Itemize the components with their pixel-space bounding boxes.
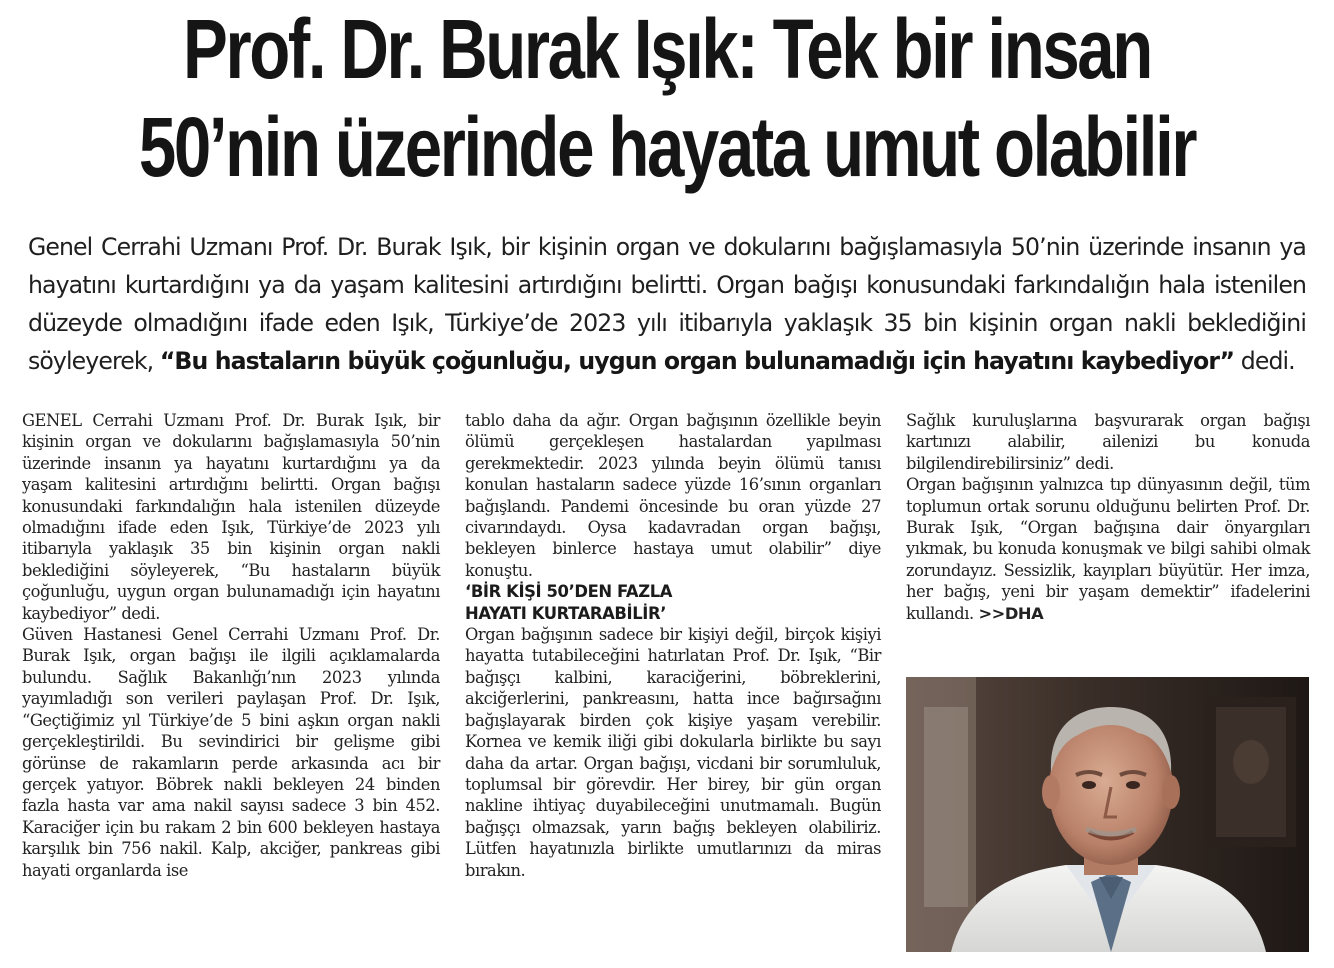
body-paragraph-2: Güven Hastanesi Genel Cerrahi Uzmanı Prof. Dr. Burak Işık, organ bağışı ile ilgili açıklamalarda bulundu. Sağlık Bakanlığı’nın 2023 yılında yayımladığı son verileri paylaşan Prof. Dr. Işık, “Geçtiğimiz yıl Türkiye’de 5 bini aşkın organ nakli gerçekleştirildi. Bu sevindirici bir gelişme gibi görünse de rakamların perde arkasında acı bir gerçek yatıyor. Böbrek nakli bekleyen 24 binden fazla hasta var ama nakil sayısı sadece 3 bin 452. Karaciğer için bu rakam 2 bin 600 bekleyen hastaya karşılık bin 756 nakil. Kalp, akciğer, pankreas gibi hayati organlarda ise [22, 625, 440, 880]
body-paragraph-5: Sağlık kuruluşlarına başvurarak organ bağışı kartınızı alabilir, ailenizi bu konuda bilgilendirebilirsiniz” dedi. [906, 411, 1310, 473]
headline-line-1: Prof. Dr. Burak Işık: Tek bir insan [183, 2, 1151, 96]
portrait-illustration [906, 677, 1309, 952]
subheading-line-1: ‘BİR KİŞİ 50’DEN FAZLA [465, 582, 673, 602]
body-paragraph-1: GENEL Cerrahi Uzmanı Prof. Dr. Burak Işık, bir kişinin organ ve dokularını bağışlamasıyla 50’nin üzerinde insanın ya hayatını kurtardığını ya da yaşam kalitesini artırdığını belirtti. Organ bağışı konusundaki farkındalığın hala istenilen düzeyde olmadığını ifade eden Işık, Türkiye’de 2023 yılı itibarıyla yaklaşık 35 bin kişinin organ nakli beklediğini söyleyerek, “Bu hastaların büyük çoğunluğu, uygun organ bulunamadığı için hayatını kaybediyor” dedi. [22, 411, 440, 623]
column-2 [465, 410, 881, 881]
lead-text: Genel Cerrahi Uzmanı Prof. Dr. Burak Işık, bir kişinin organ ve dokularını bağışlamasıyla 50’nin üzerinde insanın ya hayatını kurtardığını ya da yaşam kalitesini artırdığını belirtti. Organ bağışı konusundaki farkındalığın hala istenilen düzeyde olmadığını ifade eden Işık, Türkiye’de 2023 yılı itibarıyla yaklaşık 35 bin kişinin organ nakli beklediğini söyleyerek, [28, 233, 1306, 375]
lead-quote: “Bu hastaların büyük çoğunluğu, uygun organ bulunamadığı için hayatını kaybediyor” [159, 347, 1235, 375]
column-3 [906, 410, 1310, 624]
body-paragraph-6-text: Organ bağışının yalnızca tıp dünyasının değil, tüm toplumun ortak sorunu olduğunu belirten Prof. Dr. Burak Işık, “Organ bağışına dair önyargıları yıkmak, bu konuda konuşmak ve bilgi sahibi olmak zorundayız. Sessizlik, kayıpları büyütür. Her imza, her bağış, yeni bir yaşam demektir” ifadelerini kullandı. [906, 475, 1310, 623]
column-1 [22, 410, 440, 881]
body-paragraph-6 [906, 474, 1310, 624]
portrait-photo [906, 677, 1309, 952]
lead-end: dedi. [1240, 347, 1295, 375]
headline-line-2: 50’nin üzerinde hayata umut olabilir [138, 100, 1196, 194]
body-paragraph-4: Organ bağışının sadece bir kişiyi değil, birçok kişiyi hayatta tutabileceğini hatırlatan Prof. Dr. Işık, “Bir bağışçı kalbini, karaciğerini, böbreklerini, akciğerlerini, pankreasını, hatta ince bağırsağını bağışlayarak birden çok kişiye yaşam verebilir. Kornea ve kemik iliği gibi dokularla birlikte bu sayı daha da artar. Organ bağışı, vicdani bir sorumluluk, toplumsal bir görevdir. Her birey, bir gün organ nakline ihtiyaç duyabileceğini unutmamalı. Bugün bağışçı olmazsak, yarın bağış bekleyen olabiliriz. Lütfen hayatınızla birlikte umutlarınızı da miras bırakın. [465, 625, 881, 880]
headline [133, 0, 1200, 196]
body-paragraph-3: tablo daha da ağır. Organ bağışının özellikle beyin ölümü gerçekleşen hastalardan yapılması gerekmektedir. 2023 yılında beyin ölümü tanısı konulan hastaların sadece yüzde 16’sının organları bağışlandı. Pandemi öncesinde bu oran yüzde 27 civarındaydı. Oysa kadavradan organ bağışı, bekleyen binlerce hastaya umut olabilir” diye konuştu. [465, 411, 881, 580]
news-agency-credit: >>DHA [978, 603, 1044, 623]
subheading-line-2: HAYATI KURTARABİLİR’ [465, 603, 667, 623]
lead-paragraph [28, 228, 1306, 380]
subheading [465, 581, 881, 624]
